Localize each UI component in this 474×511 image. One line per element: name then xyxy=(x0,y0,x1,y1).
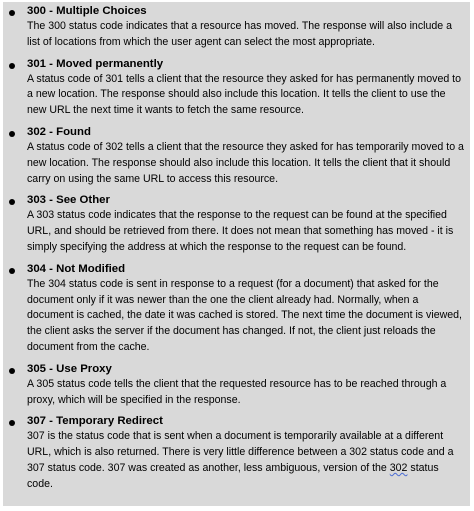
item-title: 307 - Temporary Redirect xyxy=(27,415,163,428)
list-item-303 xyxy=(7,193,466,255)
item-title: 303 - See Other xyxy=(27,194,110,207)
item-description: The 300 status code indicates that a resource has moved. The response will also include a list of locations from which the user agent can select the most appropriate. xyxy=(27,20,452,48)
bullet-icon xyxy=(9,268,15,274)
item-description: A status code of 301 tells a client that the resource they asked for has permanently moved to a new location. The response should also include this location. It tells the client to use the new URL the next time it wants to fetch the same resource. xyxy=(27,72,462,117)
item-description xyxy=(27,429,466,492)
item-description: A 305 status code tells the client that the requested resource has to be reached through a proxy, which will be specified in the response. xyxy=(27,377,447,406)
spellcheck-marked-word: 302 xyxy=(389,461,408,474)
item-title: 305 - Use Proxy xyxy=(27,362,112,375)
list-item-302 xyxy=(7,125,466,187)
item-description: The 304 status code is sent in response to a request (for a document) that asked for the document only if it was newer than the one the client already had. Normally, when a document is cached, the date it was cached is stored. The next time the document is viewed, the client asks the server if the document has changed. If not, the client just reloads the document from the cache. xyxy=(27,277,462,353)
list-item-304 xyxy=(7,262,466,356)
item-title: 301 - Moved permanently xyxy=(27,57,164,70)
list-item-301 xyxy=(7,57,466,119)
bullet-icon xyxy=(9,199,15,205)
desc-text-after: status code. xyxy=(27,461,439,490)
item-title: 302 - Found xyxy=(27,125,91,138)
bullet-icon xyxy=(9,10,15,16)
status-code-list xyxy=(3,2,470,506)
desc-text-before: 307 is the status code that is sent when a document is temporarily available at a different URL, which is also returned. There is very little difference between a 302 status code and a 307 status code. 307 was created as another, less ambiguous, version of the xyxy=(27,430,454,474)
item-description: A 303 status code indicates that the response to the request can be found at the specified URL, and should be retrieved from there. It does not mean that something has moved - it is simply specifying the address at which the response to the request can be found. xyxy=(27,209,454,253)
item-description: A status code of 302 tells a client that the resource they asked for has temporarily moved to a new location. The response should also include this location. It tells the client that it should carry on using the same URL to access this resource. xyxy=(27,140,464,185)
bullet-icon xyxy=(9,420,15,426)
list-item-305 xyxy=(7,362,466,409)
bullet-icon xyxy=(9,131,15,137)
list-item-307 xyxy=(7,414,466,492)
list-item-300 xyxy=(7,4,466,51)
item-title: 304 - Not Modified xyxy=(27,262,126,275)
item-title: 300 - Multiple Choices xyxy=(27,5,147,17)
bullet-icon xyxy=(9,368,15,374)
bullet-icon xyxy=(9,63,15,69)
